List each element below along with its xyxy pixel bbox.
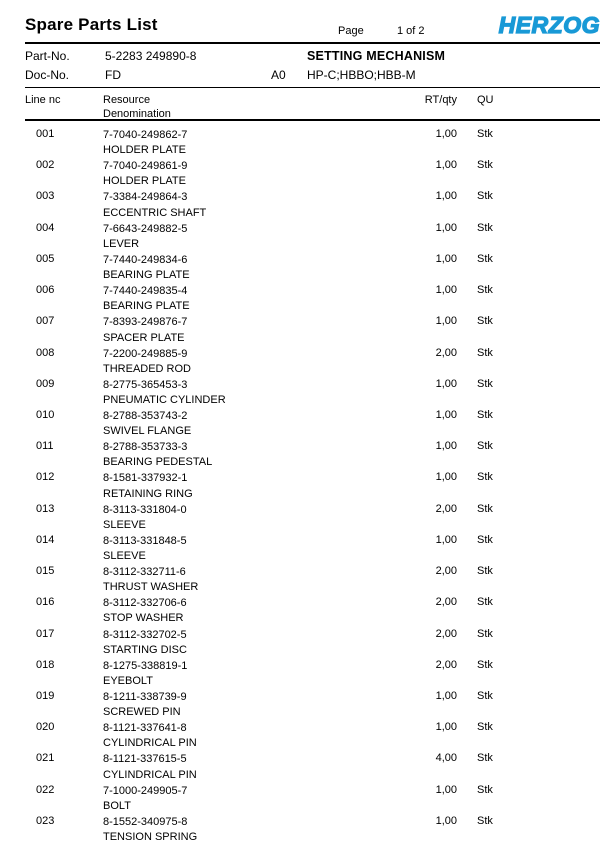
quantity-cell: 1,00 (435, 783, 457, 796)
unit-cell: Stk (477, 252, 493, 265)
table-row (0, 784, 608, 815)
line-no-cell: 022 (36, 783, 55, 796)
resource-cell (103, 565, 198, 595)
resource-number: 8-1581-337932-1 (103, 472, 188, 485)
resource-cell (103, 752, 197, 782)
line-no-cell: 018 (36, 658, 55, 671)
resource-number: 8-3112-332702-5 (103, 628, 187, 641)
quantity-cell: 1,00 (435, 689, 457, 702)
quantity-cell: 1,00 (435, 471, 457, 484)
unit-cell: Stk (477, 502, 493, 515)
denomination-text: LEVER (103, 237, 140, 250)
quantity-cell: 1,00 (435, 284, 457, 297)
resource-cell (103, 659, 187, 689)
line-no-cell: 012 (36, 471, 55, 484)
resource-number: 7-3384-249864-3 (103, 191, 188, 204)
line-no-cell: 016 (36, 596, 55, 609)
resource-cell (103, 690, 187, 720)
unit-cell: Stk (477, 284, 493, 297)
denomination-text: BOLT (103, 799, 131, 812)
unit-cell: Stk (477, 190, 493, 203)
part-no-label: Part-No. (25, 49, 70, 63)
column-header-resource-denomination (103, 94, 171, 121)
resource-cell (103, 784, 187, 814)
denomination-text: SCREWED PIN (103, 706, 181, 719)
table-row (0, 440, 608, 471)
page-number-label: Page (338, 25, 364, 37)
denomination-text: PNEUMATIC CYLINDER (103, 393, 226, 406)
resource-cell (103, 503, 187, 533)
resource-number: 7-8393-249876-7 (103, 316, 188, 329)
resource-number: 8-1552-340975-8 (103, 815, 188, 828)
page-title: Spare Parts List (25, 15, 158, 34)
denomination-text: BEARING PLATE (103, 300, 190, 313)
resource-number: 7-7040-249861-9 (103, 160, 188, 173)
denomination-text: SLEEVE (103, 550, 146, 563)
line-no-cell: 023 (36, 814, 55, 827)
doc-format: A0 (271, 68, 286, 82)
quantity-cell: 1,00 (435, 533, 457, 546)
unit-cell: Stk (477, 221, 493, 234)
column-header-line-no: Line nc (25, 94, 61, 106)
resource-cell (103, 596, 187, 626)
line-no-cell: 019 (36, 689, 55, 702)
line-no-cell: 021 (36, 752, 55, 765)
unit-cell: Stk (477, 565, 493, 578)
header-divider (25, 42, 600, 44)
denomination-text: BEARING PEDESTAL (103, 456, 213, 469)
unit-cell: Stk (477, 596, 493, 609)
table-row (0, 347, 608, 378)
table-row (0, 159, 608, 190)
unit-cell: Stk (477, 440, 493, 453)
quantity-cell: 1,00 (435, 128, 457, 140)
resource-cell (103, 409, 191, 439)
denomination-text: THRUST WASHER (103, 581, 199, 594)
denomination-text: BEARING PLATE (103, 269, 190, 282)
denomination-text: STARTING DISC (103, 643, 187, 656)
table-row (0, 659, 608, 690)
resource-number: 8-1121-337641-8 (103, 722, 187, 735)
line-no-cell: 014 (36, 533, 55, 546)
table-row (0, 628, 608, 659)
unit-cell: Stk (477, 315, 493, 328)
resource-cell (103, 534, 187, 564)
unit-cell: Stk (477, 752, 493, 765)
table-row (0, 596, 608, 627)
resource-cell (103, 128, 187, 158)
table-row (0, 222, 608, 253)
resource-cell (103, 222, 187, 252)
denomination-text: SWIVEL FLANGE (103, 425, 192, 438)
line-no-cell: 015 (36, 565, 55, 578)
table-row (0, 815, 608, 841)
resource-cell (103, 440, 212, 470)
line-no-cell: 006 (36, 284, 55, 297)
unit-cell: Stk (477, 627, 493, 640)
unit-cell: Stk (477, 814, 493, 827)
unit-cell: Stk (477, 377, 493, 390)
denomination-text: SPACER PLATE (103, 331, 185, 344)
unit-cell: Stk (477, 783, 493, 796)
unit-cell: Stk (477, 159, 493, 172)
line-no-cell: 001 (36, 128, 55, 140)
denomination-text: ECCENTRIC SHAFT (103, 206, 207, 219)
line-no-cell: 008 (36, 346, 55, 359)
resource-number: 7-7040-249862-7 (103, 129, 188, 141)
table-row (0, 471, 608, 502)
resource-cell (103, 815, 197, 841)
quantity-cell: 2,00 (435, 658, 457, 671)
table-row (0, 690, 608, 721)
line-no-cell: 005 (36, 252, 55, 265)
quantity-cell: 2,00 (435, 346, 457, 359)
meta-divider (25, 87, 600, 88)
denomination-text: SLEEVE (103, 518, 146, 531)
table-row (0, 253, 608, 284)
resource-number: 8-2775-365453-3 (103, 378, 188, 391)
column-header-rt-qty: RT/qty (424, 94, 457, 106)
assembly-title: SETTING MECHANISM (307, 49, 446, 63)
resource-number: 8-2788-353743-2 (103, 409, 188, 422)
herzog-logo: HERZOG (498, 12, 600, 38)
resource-cell (103, 253, 190, 283)
table-header-divider (25, 119, 600, 121)
resource-cell (103, 471, 193, 501)
quantity-cell: 2,00 (435, 565, 457, 578)
table-row (0, 190, 608, 221)
unit-cell: Stk (477, 533, 493, 546)
resource-number: 8-3112-332711-6 (103, 566, 186, 579)
table-row (0, 503, 608, 534)
line-no-cell: 007 (36, 315, 55, 328)
quantity-cell: 2,00 (435, 596, 457, 609)
parts-table-body (0, 128, 608, 841)
quantity-cell: 4,00 (435, 752, 457, 765)
resource-cell (103, 628, 187, 658)
table-row (0, 534, 608, 565)
quantity-cell: 1,00 (435, 408, 457, 421)
quantity-cell: 1,00 (435, 159, 457, 172)
unit-cell: Stk (477, 658, 493, 671)
resource-cell (103, 284, 190, 314)
unit-cell: Stk (477, 408, 493, 421)
resource-number: 8-3113-331804-0 (103, 503, 187, 516)
table-row (0, 315, 608, 346)
table-row (0, 409, 608, 440)
denomination-text: RETAINING RING (103, 487, 193, 500)
resource-cell (103, 190, 206, 220)
denomination-text: CYLINDRICAL PIN (103, 768, 197, 781)
column-header-denomination: Denomination (103, 107, 171, 120)
line-no-cell: 010 (36, 408, 55, 421)
line-no-cell: 011 (36, 440, 54, 453)
unit-cell: Stk (477, 689, 493, 702)
denomination-text: HOLDER PLATE (103, 144, 186, 157)
denomination-text: HOLDER PLATE (103, 175, 186, 188)
line-no-cell: 004 (36, 221, 55, 234)
resource-number: 8-1121-337615-5 (103, 753, 187, 766)
quantity-cell: 1,00 (435, 440, 457, 453)
quantity-cell: 1,00 (435, 377, 457, 390)
quantity-cell: 1,00 (435, 190, 457, 203)
table-row (0, 721, 608, 752)
machine-types: HP-C;HBBO;HBB-M (307, 68, 416, 82)
line-no-cell: 017 (36, 627, 55, 640)
line-no-cell: 013 (36, 502, 55, 515)
line-no-cell: 009 (36, 377, 55, 390)
resource-number: 7-2200-249885-9 (103, 347, 188, 360)
line-no-cell: 003 (36, 190, 55, 203)
unit-cell: Stk (477, 128, 493, 140)
unit-cell: Stk (477, 471, 493, 484)
table-row (0, 128, 608, 159)
table-row (0, 565, 608, 596)
resource-cell (103, 315, 187, 345)
line-no-cell: 020 (36, 721, 55, 734)
line-no-cell: 002 (36, 159, 55, 172)
resource-cell (103, 721, 197, 751)
unit-cell: Stk (477, 346, 493, 359)
denomination-text: EYEBOLT (103, 674, 153, 687)
table-row (0, 752, 608, 783)
denomination-text: CYLINDRICAL PIN (103, 737, 197, 750)
resource-number: 7-7440-249834-6 (103, 253, 188, 266)
resource-cell (103, 378, 226, 408)
denomination-text: STOP WASHER (103, 612, 184, 625)
quantity-cell: 1,00 (435, 721, 457, 734)
resource-cell (103, 159, 187, 189)
page-number-value: 1 of 2 (397, 25, 425, 37)
resource-number: 8-1275-338819-1 (103, 659, 188, 672)
column-header-resource: Resource (103, 94, 151, 106)
resource-number: 7-1000-249905-7 (103, 784, 188, 797)
table-row (0, 284, 608, 315)
resource-cell (103, 347, 191, 377)
quantity-cell: 1,00 (435, 221, 457, 234)
quantity-cell: 1,00 (435, 814, 457, 827)
resource-number: 8-2788-353733-3 (103, 441, 188, 454)
quantity-cell: 1,00 (435, 315, 457, 328)
doc-no-value: FD (105, 68, 121, 82)
resource-number: 7-6643-249882-5 (103, 222, 188, 235)
denomination-text: TENSION SPRING (103, 831, 198, 841)
part-no-value: 5-2283 249890-8 (105, 49, 197, 63)
resource-number: 7-7440-249835-4 (103, 285, 188, 298)
quantity-cell: 1,00 (435, 252, 457, 265)
quantity-cell: 2,00 (435, 627, 457, 640)
resource-number: 8-3113-331848-5 (103, 534, 187, 547)
denomination-text: THREADED ROD (103, 362, 192, 375)
quantity-cell: 2,00 (435, 502, 457, 515)
table-row (0, 378, 608, 409)
resource-number: 8-1211-338739-9 (103, 690, 187, 703)
resource-number: 8-3112-332706-6 (103, 597, 187, 610)
doc-no-label: Doc-No. (25, 68, 70, 82)
unit-cell: Stk (477, 721, 493, 734)
column-header-qu: QU (477, 94, 494, 106)
